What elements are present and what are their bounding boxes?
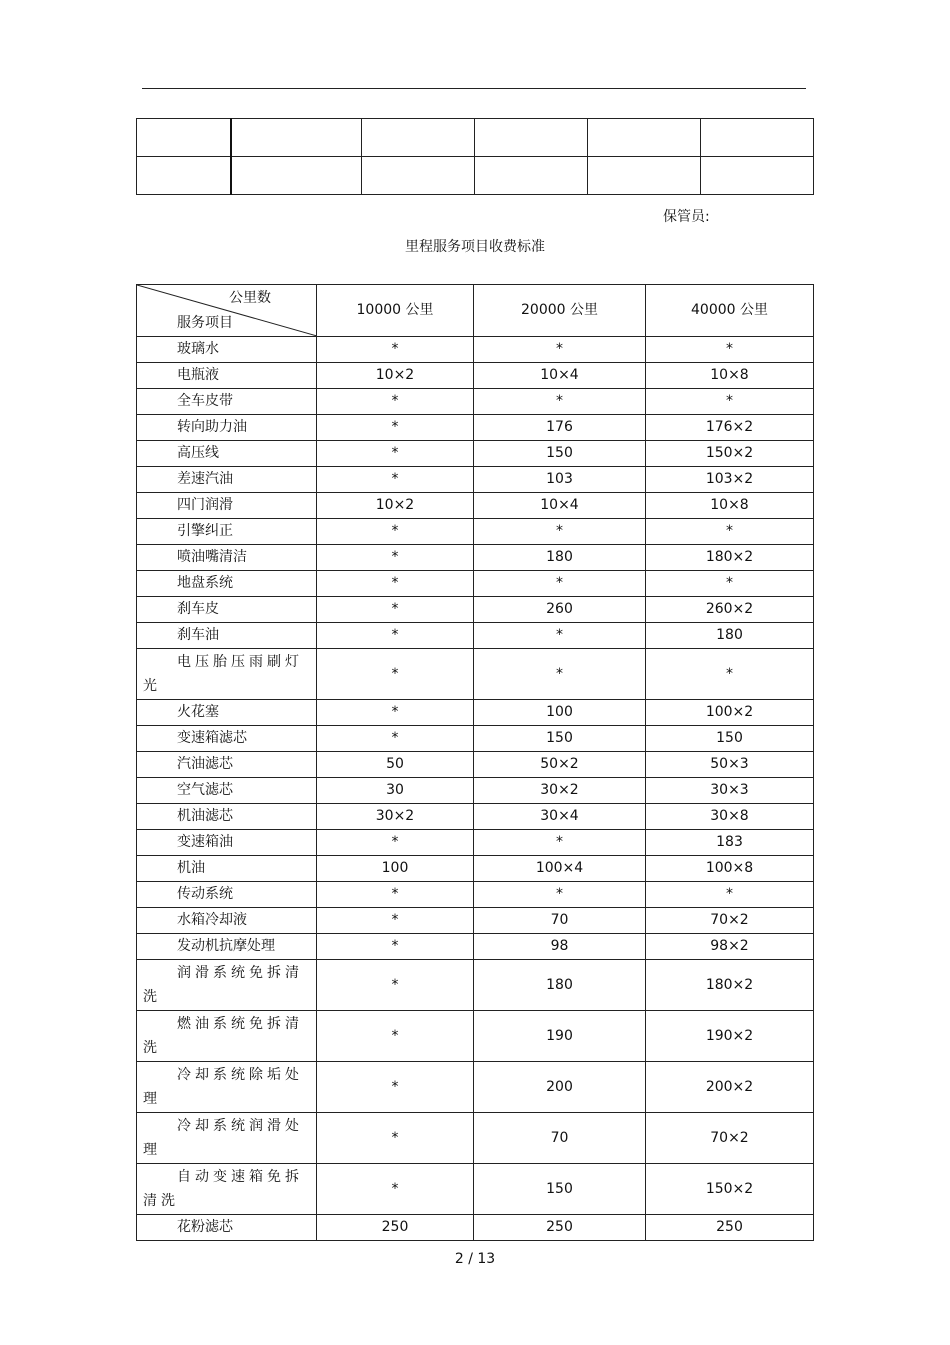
service-item-cell: 变速箱滤芯 <box>137 726 317 752</box>
fee-value-cell: * <box>317 726 474 752</box>
table-row <box>137 700 814 726</box>
fee-value-cell: 150 <box>474 726 646 752</box>
fee-value-cell: * <box>474 830 646 856</box>
column-header: 20000 公里 <box>474 285 646 337</box>
page-separator: / <box>468 1251 473 1267</box>
fee-value-cell: 176 <box>474 415 646 441</box>
fee-value-cell: * <box>646 519 814 545</box>
fee-value-cell: 200 <box>474 1062 646 1113</box>
table-row <box>137 882 814 908</box>
table-row <box>137 752 814 778</box>
keeper-label: 保管员: <box>663 209 710 225</box>
fee-value-cell: 260×2 <box>646 597 814 623</box>
service-item-cell: 传动系统 <box>137 882 317 908</box>
fee-value-cell: * <box>646 649 814 700</box>
service-item-cell: 玻璃水 <box>137 337 317 363</box>
service-item-cell: 差速汽油 <box>137 467 317 493</box>
service-item-cell: 地盘系统 <box>137 571 317 597</box>
fee-table <box>136 284 814 1241</box>
fee-value-cell: 30×8 <box>646 804 814 830</box>
table-row <box>137 363 814 389</box>
fee-value-cell: * <box>474 882 646 908</box>
table-row <box>137 726 814 752</box>
fee-value-cell: * <box>474 649 646 700</box>
table-row <box>137 157 814 195</box>
page-title: 里程服务项目收费标准 <box>405 239 545 255</box>
header-rule <box>142 88 806 89</box>
table-row <box>137 623 814 649</box>
fee-value-cell: 70×2 <box>646 908 814 934</box>
fee-value-cell: * <box>317 700 474 726</box>
fee-value-cell: * <box>646 571 814 597</box>
table-row <box>137 1215 814 1241</box>
fee-value-cell: 98×2 <box>646 934 814 960</box>
fee-value-cell: 250 <box>317 1215 474 1241</box>
table-row <box>137 1062 814 1113</box>
fee-value-cell: * <box>474 389 646 415</box>
fee-value-cell: * <box>317 441 474 467</box>
fee-value-cell: * <box>317 1164 474 1215</box>
table-row <box>137 597 814 623</box>
fee-value-cell: * <box>317 960 474 1011</box>
fee-value-cell: 10×4 <box>474 363 646 389</box>
service-item-cell: 火花塞 <box>137 700 317 726</box>
service-item-cell: 电压胎压雨刷灯光 <box>137 649 317 700</box>
fee-value-cell: 150×2 <box>646 441 814 467</box>
fee-value-cell: 50×3 <box>646 752 814 778</box>
service-item-cell: 花粉滤芯 <box>137 1215 317 1241</box>
service-item-cell: 冷却系统除垢处理 <box>137 1062 317 1113</box>
table-row <box>137 337 814 363</box>
fee-value-cell: 190×2 <box>646 1011 814 1062</box>
fee-value-cell: 30 <box>317 778 474 804</box>
service-item-cell: 机油滤芯 <box>137 804 317 830</box>
fee-value-cell: 176×2 <box>646 415 814 441</box>
service-item-cell: 冷却系统润滑处理 <box>137 1113 317 1164</box>
empty-cell <box>475 157 588 195</box>
table-row <box>137 908 814 934</box>
fee-value-cell: * <box>646 337 814 363</box>
fee-value-cell: 150×2 <box>646 1164 814 1215</box>
table-row <box>137 119 814 157</box>
fee-value-cell: 103×2 <box>646 467 814 493</box>
fee-value-cell: * <box>317 1113 474 1164</box>
table-row <box>137 778 814 804</box>
service-item-cell: 四门润滑 <box>137 493 317 519</box>
table-row <box>137 389 814 415</box>
service-item-cell: 润滑系统免拆清洗 <box>137 960 317 1011</box>
fee-value-cell: * <box>474 337 646 363</box>
fee-value-cell: 180 <box>474 960 646 1011</box>
service-item-cell: 引擎纠正 <box>137 519 317 545</box>
header-row <box>137 285 814 337</box>
fee-value-cell: * <box>317 623 474 649</box>
fee-value-cell: 70×2 <box>646 1113 814 1164</box>
table-row <box>137 467 814 493</box>
fee-value-cell: 150 <box>474 441 646 467</box>
service-item-cell: 水箱冷却液 <box>137 908 317 934</box>
fee-value-cell: 50 <box>317 752 474 778</box>
empty-cell <box>362 157 475 195</box>
page-total: 13 <box>477 1251 496 1267</box>
service-item-cell: 喷油嘴清洁 <box>137 545 317 571</box>
fee-value-cell: 10×8 <box>646 363 814 389</box>
service-item-cell: 转向助力油 <box>137 415 317 441</box>
fee-value-cell: 100 <box>317 856 474 882</box>
column-header: 10000 公里 <box>317 285 474 337</box>
fee-value-cell: * <box>474 571 646 597</box>
fee-value-cell: 98 <box>474 934 646 960</box>
fee-value-cell: * <box>646 882 814 908</box>
fee-value-cell: * <box>317 545 474 571</box>
fee-value-cell: * <box>317 597 474 623</box>
fee-value-cell: 150 <box>646 726 814 752</box>
table-row <box>137 649 814 700</box>
service-item-cell: 刹车皮 <box>137 597 317 623</box>
fee-value-cell: 50×2 <box>474 752 646 778</box>
fee-value-cell: 70 <box>474 908 646 934</box>
corner-header-cell <box>137 285 317 337</box>
service-item-cell: 汽油滤芯 <box>137 752 317 778</box>
page-number <box>0 1251 950 1267</box>
corner-top-label: 公里数 <box>229 290 271 306</box>
top-empty-table <box>136 118 814 195</box>
table-row <box>137 1164 814 1215</box>
empty-cell <box>231 119 362 157</box>
fee-value-cell: 150 <box>474 1164 646 1215</box>
table-row <box>137 493 814 519</box>
fee-value-cell: 180×2 <box>646 960 814 1011</box>
fee-value-cell: 180 <box>646 623 814 649</box>
fee-value-cell: 30×2 <box>317 804 474 830</box>
service-item-cell: 高压线 <box>137 441 317 467</box>
table-row <box>137 545 814 571</box>
empty-cell <box>588 157 701 195</box>
fee-value-cell: * <box>317 337 474 363</box>
fee-value-cell: 180×2 <box>646 545 814 571</box>
service-item-cell: 发动机抗摩处理 <box>137 934 317 960</box>
fee-value-cell: * <box>317 415 474 441</box>
fee-value-cell: 10×2 <box>317 363 474 389</box>
fee-value-cell: 10×2 <box>317 493 474 519</box>
empty-cell <box>231 157 362 195</box>
fee-value-cell: * <box>646 389 814 415</box>
table-row <box>137 571 814 597</box>
fee-value-cell: 190 <box>474 1011 646 1062</box>
table-row <box>137 960 814 1011</box>
fee-value-cell: * <box>317 908 474 934</box>
table-row <box>137 934 814 960</box>
fee-value-cell: 10×4 <box>474 493 646 519</box>
fee-value-cell: * <box>474 519 646 545</box>
fee-value-cell: * <box>317 649 474 700</box>
page-current: 2 <box>454 1251 464 1267</box>
fee-value-cell: 260 <box>474 597 646 623</box>
empty-cell <box>137 119 231 157</box>
fee-value-cell: 10×8 <box>646 493 814 519</box>
empty-cell <box>475 119 588 157</box>
table-row <box>137 441 814 467</box>
fee-value-cell: 100 <box>474 700 646 726</box>
fee-value-cell: 103 <box>474 467 646 493</box>
fee-value-cell: * <box>317 830 474 856</box>
table-row <box>137 519 814 545</box>
column-header: 40000 公里 <box>646 285 814 337</box>
fee-value-cell: 250 <box>474 1215 646 1241</box>
fee-value-cell: * <box>317 519 474 545</box>
fee-value-cell: 250 <box>646 1215 814 1241</box>
service-item-cell: 全车皮带 <box>137 389 317 415</box>
fee-value-cell: 30×2 <box>474 778 646 804</box>
empty-cell <box>701 119 814 157</box>
service-item-cell: 燃油系统免拆清洗 <box>137 1011 317 1062</box>
fee-value-cell: 180 <box>474 545 646 571</box>
service-item-cell: 机油 <box>137 856 317 882</box>
service-item-cell: 空气滤芯 <box>137 778 317 804</box>
fee-value-cell: * <box>317 571 474 597</box>
fee-value-cell: * <box>474 623 646 649</box>
corner-bottom-label: 服务项目 <box>177 315 233 331</box>
service-item-cell: 刹车油 <box>137 623 317 649</box>
fee-value-cell: * <box>317 1062 474 1113</box>
empty-cell <box>588 119 701 157</box>
fee-value-cell: 30×4 <box>474 804 646 830</box>
fee-value-cell: * <box>317 389 474 415</box>
fee-value-cell: * <box>317 882 474 908</box>
fee-value-cell: 100×8 <box>646 856 814 882</box>
fee-value-cell: * <box>317 467 474 493</box>
table-row <box>137 804 814 830</box>
fee-value-cell: * <box>317 1011 474 1062</box>
fee-value-cell: * <box>317 934 474 960</box>
empty-cell <box>701 157 814 195</box>
service-item-cell: 自动变速箱免拆清洗 <box>137 1164 317 1215</box>
table-row <box>137 415 814 441</box>
fee-value-cell: 100×4 <box>474 856 646 882</box>
fee-value-cell: 100×2 <box>646 700 814 726</box>
table-row <box>137 1011 814 1062</box>
service-item-cell: 电瓶液 <box>137 363 317 389</box>
empty-cell <box>137 157 231 195</box>
table-row <box>137 1113 814 1164</box>
fee-value-cell: 200×2 <box>646 1062 814 1113</box>
table-row <box>137 830 814 856</box>
empty-cell <box>362 119 475 157</box>
fee-value-cell: 30×3 <box>646 778 814 804</box>
service-item-cell: 变速箱油 <box>137 830 317 856</box>
fee-value-cell: 183 <box>646 830 814 856</box>
table-row <box>137 856 814 882</box>
fee-value-cell: 70 <box>474 1113 646 1164</box>
